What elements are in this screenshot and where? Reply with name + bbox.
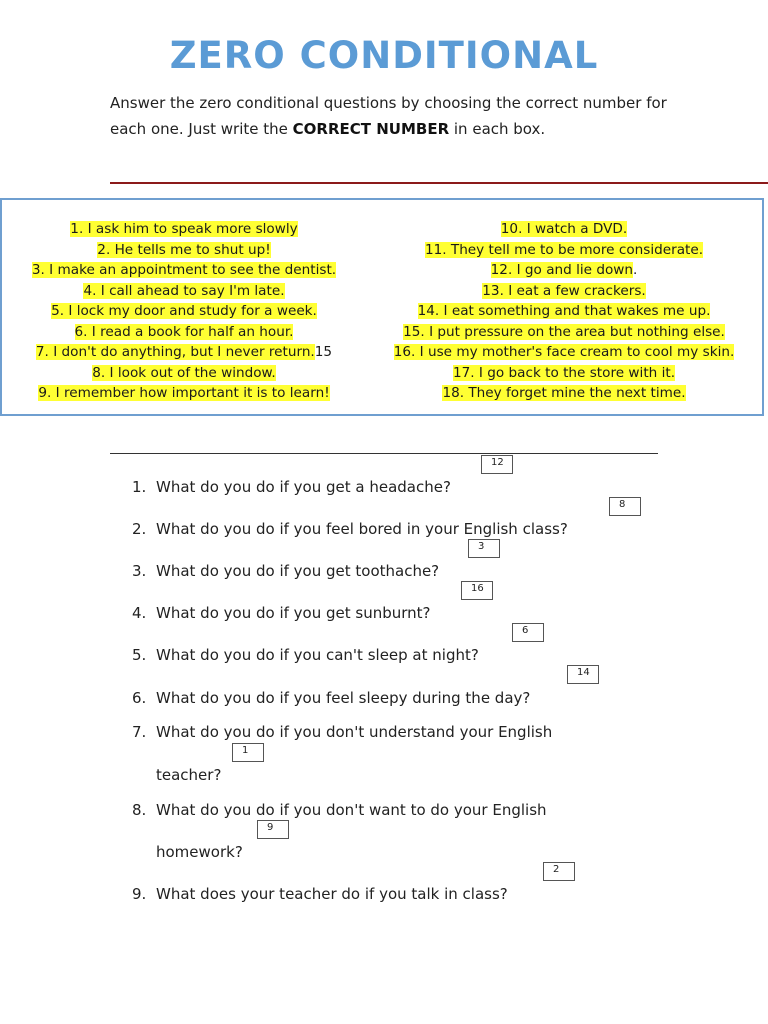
instructions [110,90,670,142]
question-item [132,688,530,708]
answer-option [6,322,362,343]
answer-option [6,342,362,363]
answer-option-text: 9. I remember how important it is to learn! [38,385,330,401]
answer-option-text: 1. I ask him to speak more slowly [70,221,298,237]
question-number: 3. [132,562,147,580]
answer-option-extra: . [633,262,638,278]
question-text-continued: teacher? [156,766,222,784]
answer-option-text: 18. They forget mine the next time. [442,385,686,401]
question-item [132,722,553,784]
answer-option-text: 12. I go and lie down [490,262,634,278]
instructions-text: Answer the zero conditional questions by choosing the correct number for each one. Just write the [110,94,667,138]
answer-option [6,219,362,240]
question-item [132,519,568,539]
answer-box[interactable]: 8 [609,497,641,516]
answer-option [6,363,362,384]
question-number: 4. [132,604,147,622]
answer-option [366,363,762,384]
divider-line [110,182,768,184]
question-text-continued: homework? [156,843,243,861]
question-text: What do you do if you get a headache? [156,478,451,496]
answer-option-text: 10. I watch a DVD. [500,221,628,237]
question-item [132,800,547,861]
answer-box[interactable]: 12 [481,455,513,474]
question-text: What do you do if you get sunburnt? [156,604,431,622]
answer-option [6,301,362,322]
answer-option-text: 3. I make an appointment to see the dentist. [31,262,337,278]
answer-options-left [6,219,362,404]
question-number: 9. [132,885,147,903]
question-number: 1. [132,478,147,496]
instructions-emphasis: CORRECT NUMBER [292,120,450,138]
answer-box[interactable]: 3 [468,539,500,558]
question-number: 6. [132,689,147,707]
question-number: 7. [132,723,147,741]
answer-box[interactable]: 16 [461,581,493,600]
answer-option-text: 15. I put pressure on the area but nothing else. [403,323,725,340]
question-number: 8. [132,801,147,819]
answer-box[interactable]: 2 [543,862,575,881]
answer-option [366,281,762,302]
question-item [132,603,431,623]
answer-options-right [366,219,762,404]
answer-box[interactable]: 1 [232,743,264,762]
answer-box[interactable]: 14 [567,665,599,684]
question-text: What do you do if you don't understand your English [156,723,553,741]
answer-box[interactable]: 6 [512,623,544,642]
answer-option [6,240,362,261]
answer-option-text: 11. They tell me to be more considerate. [424,241,704,258]
instructions-text-end: in each box. [449,120,546,138]
answer-option-text: 14. I eat something and that wakes me up. [417,303,711,319]
question-number: 2. [132,520,147,538]
answer-option [366,383,762,404]
answer-option-text: 7. I don't do anything, but I never return. [35,344,315,360]
answer-option [366,260,762,281]
question-item [132,645,479,665]
question-text: What do you do if you don't want to do your English [156,801,547,819]
answer-options-box [0,198,764,416]
question-text: What does your teacher do if you talk in class? [156,885,508,903]
worksheet-title: ZERO CONDITIONAL [169,34,599,77]
answer-option [6,281,362,302]
answer-box[interactable]: 9 [257,820,289,839]
question-text: What do you do if you feel bored in your English class? [156,520,568,538]
answer-option-text: 2. He tells me to shut up! [97,241,271,258]
answer-option [6,383,362,404]
answer-option-text: 13. I eat a few crackers. [482,282,646,299]
answer-option-text: 6. I read a book for half an hour. [74,323,294,340]
answer-option [6,260,362,281]
answer-option-extra: 15 [314,344,333,360]
question-text: What do you do if you feel sleepy during the day? [156,689,531,707]
questions-divider [110,453,658,454]
answer-option-text: 5. I lock my door and study for a week. [51,303,317,319]
answer-option [366,301,762,322]
answer-option-text: 4. I call ahead to say I'm late. [83,282,285,299]
answer-option-text: 17. I go back to the store with it. [452,364,676,381]
answer-option [366,219,762,240]
answer-option-text: 8. I look out of the window. [92,364,276,381]
answer-option [366,322,762,343]
question-text: What do you do if you can't sleep at night? [156,646,479,664]
answer-option [366,240,762,261]
answer-option-text: 16. I use my mother's face cream to cool my skin. [393,344,735,360]
question-item [132,477,451,497]
answer-option [366,342,762,363]
question-item [132,884,508,904]
question-text: What do you do if you get toothache? [156,562,440,580]
question-number: 5. [132,646,147,664]
question-item [132,561,439,581]
